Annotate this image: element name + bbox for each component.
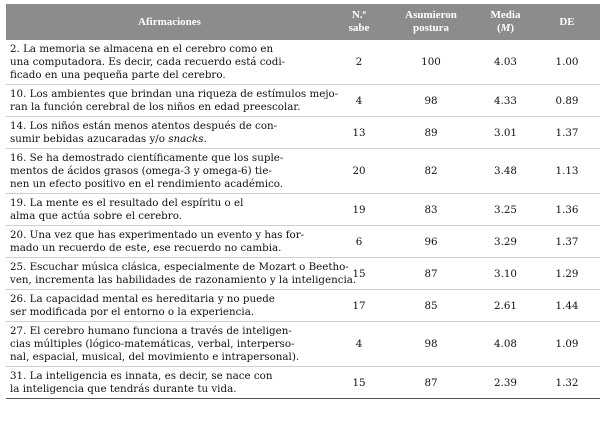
sd-cell: 1.36 <box>555 203 579 216</box>
statement-line: ficado en una pequeña parte del cerebro. <box>10 69 226 81</box>
table-body <box>6 40 600 399</box>
header-statement: Afirmaciones <box>138 15 201 28</box>
statement-line: ven, incrementa las habilidades de razonamiento y la inteligencia. <box>10 274 357 286</box>
statement-cell <box>6 226 333 258</box>
table-row <box>6 117 600 149</box>
statement-cell <box>6 194 333 226</box>
mean-cell: 4.03 <box>494 56 517 68</box>
statement-line: nen un efecto positivo en el rendimiento académico. <box>10 178 284 190</box>
table-row <box>6 149 600 194</box>
statement-line: 20. Una vez que has experimentado un evento y has for- <box>10 229 305 241</box>
mean-cell: 3.29 <box>494 235 517 248</box>
sd-cell: 1.37 <box>555 126 579 139</box>
table-row <box>6 40 600 85</box>
statement-cell <box>6 258 357 290</box>
statement-line: 16. Se ha demostrado científicamente que los suple- <box>10 152 284 164</box>
stance-cell: 100 <box>421 56 441 68</box>
statement-line: 27. El cerebro humano funciona a través de inteligen- <box>10 325 292 337</box>
sd-cell: 1.37 <box>555 235 579 248</box>
mean-cell: 3.01 <box>494 126 517 139</box>
neuromyths-table <box>6 4 600 399</box>
statement-line: 25. Escuchar música clásica, especialmente de Mozart o Beetho- <box>10 261 349 273</box>
statement-cell <box>6 85 339 117</box>
statement-cell <box>6 40 333 85</box>
knows-cell: 19 <box>352 203 366 216</box>
statement-line: alma que actúa sobre el cerebro. <box>10 210 182 222</box>
header-mean: Media (M) <box>490 9 521 34</box>
neuromyths-table-container <box>6 4 600 399</box>
stance-cell: 98 <box>424 94 438 107</box>
sd-cell: 1.13 <box>555 165 579 177</box>
statement-cell <box>6 117 333 149</box>
stance-cell: 87 <box>424 376 438 389</box>
stance-cell: 98 <box>424 338 438 350</box>
stance-cell: 82 <box>424 165 438 177</box>
sd-cell: 1.32 <box>555 376 579 389</box>
mean-cell: 2.61 <box>494 299 517 312</box>
header-sd: DE <box>559 15 575 28</box>
statement-cell <box>6 149 333 194</box>
statement-line: 10. Los ambientes que brindan una riqueza de estímulos mejo- <box>10 88 339 100</box>
mean-cell: 4.08 <box>494 338 517 350</box>
stance-cell: 96 <box>424 235 438 248</box>
table-row <box>6 194 600 226</box>
header-stance: Asumieron postura <box>405 9 457 34</box>
statement-line: mentos de ácidos grasos (omega-3 y omega-6) tie- <box>10 165 272 177</box>
knows-cell: 17 <box>352 299 366 312</box>
statement-line: una computadora. Es decir, cada recuerdo está codi- <box>10 56 286 68</box>
stance-cell: 83 <box>424 203 438 216</box>
sd-cell: 1.44 <box>555 299 579 312</box>
statement-line: nal, espacial, musical, del movimiento e intrapersonal). <box>10 351 300 363</box>
statement-cell <box>6 322 333 367</box>
knows-cell: 4 <box>355 338 363 350</box>
knows-cell: 6 <box>355 235 363 248</box>
knows-cell: 4 <box>355 94 363 107</box>
statement-line: 26. La capacidad mental es hereditaria y no puede <box>10 293 275 305</box>
statement-line: 31. La inteligencia es innata, es decir, se nace con <box>10 370 273 382</box>
table-row <box>6 85 600 117</box>
table-row <box>6 258 600 290</box>
sd-cell: 1.00 <box>555 56 579 68</box>
stance-cell: 87 <box>424 267 438 280</box>
knows-cell: 15 <box>352 267 366 280</box>
table-row <box>6 322 600 367</box>
mean-cell: 4.33 <box>494 94 517 107</box>
knows-cell: 2 <box>355 56 363 68</box>
table-header <box>6 4 600 40</box>
table-row <box>6 367 600 399</box>
statement-cell <box>6 290 333 322</box>
table-row <box>6 290 600 322</box>
knows-cell: 13 <box>352 126 366 139</box>
header-knows: N.º sabe <box>348 9 370 34</box>
mean-cell: 3.25 <box>494 203 517 216</box>
header-row <box>6 4 600 40</box>
statement-line: ran la función cerebral de los niños en edad preescolar. <box>10 101 301 113</box>
sd-cell: 1.09 <box>555 338 579 350</box>
snacks-emphasis: snacks <box>168 133 204 145</box>
knows-cell: 15 <box>352 376 366 389</box>
statement-line: cias múltiples (lógico-matemáticas, verbal, interperso- <box>10 338 295 350</box>
stance-cell: 89 <box>424 126 438 139</box>
stance-cell: 85 <box>424 299 438 312</box>
sd-cell: 0.89 <box>555 94 579 107</box>
statement-line: 19. La mente es el resultado del espíritu o el <box>10 197 244 209</box>
knows-cell: 20 <box>352 165 366 177</box>
table-row <box>6 226 600 258</box>
statement-line: 2. La memoria se almacena en el cerebro como en <box>10 43 274 55</box>
mean-cell: 3.10 <box>494 267 517 280</box>
mean-cell: 3.48 <box>494 165 517 177</box>
sd-cell: 1.29 <box>555 267 579 280</box>
mean-symbol: M <box>500 22 511 34</box>
statement-line: sumir bebidas azucaradas y/o snacks. <box>10 133 207 145</box>
statement-line: ser modificada por el entorno o la experiencia. <box>10 306 255 318</box>
statement-line: la inteligencia que tendrás durante tu vida. <box>10 383 237 395</box>
statement-line: mado un recuerdo de este, ese recuerdo no cambia. <box>10 242 282 254</box>
mean-cell: 2.39 <box>494 376 517 389</box>
statement-line: 14. Los niños están menos atentos después de con- <box>10 120 278 132</box>
statement-cell <box>6 367 333 399</box>
